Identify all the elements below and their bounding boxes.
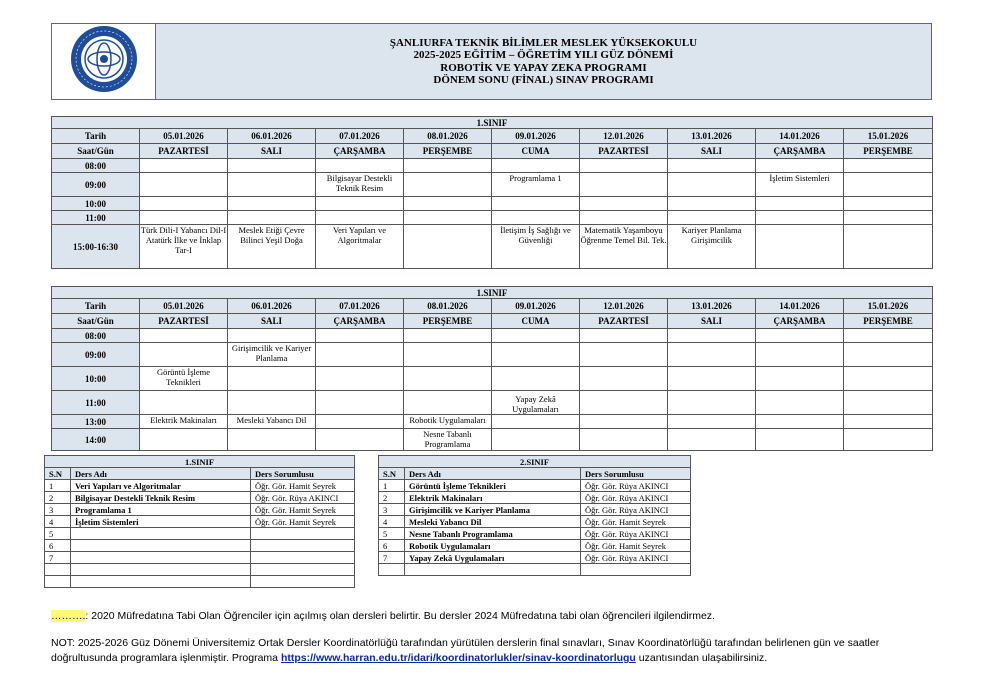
table-row bbox=[379, 504, 691, 516]
time-row bbox=[52, 415, 933, 429]
date-cell: 06.01.2026 bbox=[228, 129, 316, 144]
sn-cell: 1 bbox=[379, 480, 405, 492]
sn-cell: 6 bbox=[379, 540, 405, 552]
course-cell: İşletim Sistemleri bbox=[71, 516, 251, 528]
lecturer-cell bbox=[251, 528, 355, 540]
time-label: 10:00 bbox=[52, 367, 140, 391]
course-cell: Nesne Tabanlı Programlama bbox=[405, 528, 581, 540]
day-cell: ÇARŞAMBA bbox=[756, 144, 844, 159]
exam-cell: Kariyer Planlama Girişimcilik bbox=[668, 225, 756, 269]
general-note bbox=[51, 636, 951, 666]
sn-cell: 7 bbox=[45, 552, 71, 564]
lecturer-table-2 bbox=[378, 455, 691, 576]
tarih-label: Tarih bbox=[52, 299, 140, 314]
exam-cell: Görüntü İşleme Teknikleri bbox=[140, 367, 228, 391]
tarih-label: Tarih bbox=[52, 129, 140, 144]
time-label: 08:00 bbox=[52, 329, 140, 343]
title-year: 2025-2025 EĞİTİM – ÖĞRETİM YILI GÜZ DÖNEMİ bbox=[413, 49, 674, 61]
day-cell: PERŞEMBE bbox=[844, 314, 933, 329]
date-cell: 08.01.2026 bbox=[404, 129, 492, 144]
date-cell: 12.01.2026 bbox=[580, 299, 668, 314]
sn-cell: 5 bbox=[379, 528, 405, 540]
document-header bbox=[51, 23, 932, 100]
time-row bbox=[52, 211, 933, 225]
time-row bbox=[52, 173, 933, 197]
sn-cell: 4 bbox=[45, 516, 71, 528]
class-title: 1.SINIF bbox=[52, 287, 933, 299]
exam-cell: Bilgisayar Destekli Teknik Resim bbox=[316, 173, 404, 197]
exam-cell: Elektrik Makinaları bbox=[140, 415, 228, 429]
time-row bbox=[52, 391, 933, 415]
time-label: 15:00-16:30 bbox=[52, 225, 140, 269]
lecturer-cell: Öğr. Gör. Rüya AKINCI bbox=[581, 480, 691, 492]
day-cell: ÇARŞAMBA bbox=[316, 314, 404, 329]
note-text-1: NOT: 2025-2026 Güz Dönemi Üniversitemiz Ortak Dersler Koordinatörlüğü tarafından yürütülen derslerin final sınavları, Sınav Koordinatörlüğü tarafından belirlenen gün ve saatler bbox=[51, 637, 880, 649]
time-row bbox=[52, 367, 933, 391]
table-row bbox=[379, 528, 691, 540]
col-ders: Ders Adı bbox=[71, 468, 251, 480]
day-cell: ÇARŞAMBA bbox=[316, 144, 404, 159]
date-cell: 14.01.2026 bbox=[756, 299, 844, 314]
sn-cell: 6 bbox=[45, 540, 71, 552]
university-logo bbox=[52, 24, 156, 100]
saatgun-label: Saat/Gün bbox=[52, 144, 140, 159]
time-label: 09:00 bbox=[52, 173, 140, 197]
time-row bbox=[52, 159, 933, 173]
exam-cell: Yapay Zekâ Uygulamaları bbox=[492, 391, 580, 415]
lecturer-cell: Öğr. Gör. Hamit Seyrek bbox=[581, 516, 691, 528]
day-cell: PAZARTESİ bbox=[580, 144, 668, 159]
time-label: 08:00 bbox=[52, 159, 140, 173]
date-cell: 08.01.2026 bbox=[404, 299, 492, 314]
time-row bbox=[52, 329, 933, 343]
class-title: 1.SINIF bbox=[52, 117, 933, 129]
date-row bbox=[52, 299, 933, 314]
col-sn: S.N bbox=[379, 468, 405, 480]
date-cell: 15.01.2026 bbox=[844, 299, 933, 314]
exam-schedule-table-2 bbox=[51, 286, 933, 451]
exam-cell: Mesleki Yabancı Dil bbox=[228, 415, 316, 429]
day-cell: SALI bbox=[228, 314, 316, 329]
day-row bbox=[52, 144, 933, 159]
course-cell bbox=[71, 528, 251, 540]
course-cell: Veri Yapıları ve Algoritmalar bbox=[71, 480, 251, 492]
table-row bbox=[379, 516, 691, 528]
sn-cell: 2 bbox=[45, 492, 71, 504]
title-exam: DÖNEM SONU (FİNAL) SINAV PROGRAMI bbox=[433, 74, 654, 86]
time-label: 14:00 bbox=[52, 429, 140, 451]
table-row bbox=[379, 540, 691, 552]
lecturer-cell bbox=[251, 552, 355, 564]
table-row bbox=[379, 480, 691, 492]
time-row bbox=[52, 197, 933, 211]
highlight-swatch: ………. bbox=[51, 610, 86, 622]
table-row bbox=[45, 552, 355, 564]
col-sn: S.N bbox=[45, 468, 71, 480]
date-row bbox=[52, 129, 933, 144]
time-label: 09:00 bbox=[52, 343, 140, 367]
day-cell: PAZARTESİ bbox=[140, 144, 228, 159]
table-row bbox=[45, 504, 355, 516]
course-cell: Görüntü İşleme Teknikleri bbox=[405, 480, 581, 492]
course-cell: Girişimcilik ve Kariyer Planlama bbox=[405, 504, 581, 516]
date-cell: 14.01.2026 bbox=[756, 129, 844, 144]
date-cell: 07.01.2026 bbox=[316, 299, 404, 314]
saatgun-label: Saat/Gün bbox=[52, 314, 140, 329]
legend-text: : 2020 Müfredatına Tabi Olan Öğrenciler için açılmış olan dersleri belirtir. Bu dersler 2024 Müfredatına tabi olan öğrencileri ilgilendirmez. bbox=[85, 610, 715, 622]
day-row bbox=[52, 314, 933, 329]
course-cell: Yapay Zekâ Uygulamaları bbox=[405, 552, 581, 564]
col-sorumlu: Ders Sorumlusu bbox=[581, 468, 691, 480]
date-cell: 13.01.2026 bbox=[668, 129, 756, 144]
table-row bbox=[45, 564, 355, 576]
title-program: ROBOTİK VE YAPAY ZEKA PROGRAMI bbox=[440, 61, 647, 74]
course-cell: Mesleki Yabancı Dil bbox=[405, 516, 581, 528]
lecturer-cell: Öğr. Gör. Hamit Seyrek bbox=[581, 540, 691, 552]
day-cell: PAZARTESİ bbox=[140, 314, 228, 329]
exam-cell: Türk Dili-I Yabancı Dil-I Atatürk İlke ve İnklap Tar-I bbox=[140, 225, 228, 269]
sn-cell: 5 bbox=[45, 528, 71, 540]
time-label: 13:00 bbox=[52, 415, 140, 429]
note-text-3: uzantısından ulaşabilirsiniz. bbox=[635, 652, 768, 664]
sn-cell: 1 bbox=[45, 480, 71, 492]
sn-cell: 4 bbox=[379, 516, 405, 528]
exam-schedule-table-1 bbox=[51, 116, 933, 269]
course-cell: Programlama 1 bbox=[71, 504, 251, 516]
exam-cell: Veri Yapıları ve Algoritmalar bbox=[316, 225, 404, 269]
day-cell: CUMA bbox=[492, 144, 580, 159]
lecturer-cell: Öğr. Gör. Rüya AKINCI bbox=[581, 552, 691, 564]
date-cell: 06.01.2026 bbox=[228, 299, 316, 314]
table-row bbox=[45, 540, 355, 552]
harran-university-seal-icon bbox=[69, 24, 139, 94]
exam-cell: Girişimcilik ve Kariyer Planlama bbox=[228, 343, 316, 367]
exam-cell: Nesne Tabanlı Programlama bbox=[404, 429, 492, 451]
table-row bbox=[45, 576, 355, 588]
note-text-2: doğrultusunda programlara işlenmiştir. Programa bbox=[51, 652, 281, 664]
lecturer-cell: Öğr. Gör. Rüya AKINCI bbox=[581, 492, 691, 504]
table-row bbox=[45, 492, 355, 504]
sn-cell: 3 bbox=[379, 504, 405, 516]
day-cell: PAZARTESİ bbox=[580, 314, 668, 329]
course-cell bbox=[71, 552, 251, 564]
col-sorumlu: Ders Sorumlusu bbox=[251, 468, 355, 480]
lecturer-cell: Öğr. Gör. Hamit Seyrek bbox=[251, 480, 355, 492]
day-cell: CUMA bbox=[492, 314, 580, 329]
class-title: 1.SINIF bbox=[45, 456, 355, 468]
table-row bbox=[45, 516, 355, 528]
lecturer-cell: Öğr. Gör. Hamit Seyrek bbox=[251, 504, 355, 516]
lecturer-cell bbox=[251, 540, 355, 552]
time-label: 10:00 bbox=[52, 197, 140, 211]
time-label: 11:00 bbox=[52, 391, 140, 415]
table-row bbox=[379, 564, 691, 576]
date-cell: 05.01.2026 bbox=[140, 129, 228, 144]
time-label: 11:00 bbox=[52, 211, 140, 225]
lecturer-cell: Öğr. Gör. Hamit Seyrek bbox=[251, 516, 355, 528]
day-cell: SALI bbox=[668, 144, 756, 159]
course-cell: Elektrik Makinaları bbox=[405, 492, 581, 504]
table-row bbox=[45, 528, 355, 540]
day-cell: PERŞEMBE bbox=[844, 144, 933, 159]
col-ders: Ders Adı bbox=[405, 468, 581, 480]
class-title: 2.SINIF bbox=[379, 456, 691, 468]
date-cell: 15.01.2026 bbox=[844, 129, 933, 144]
lecturer-cell: Öğr. Gör. Rüya AKINCI bbox=[251, 492, 355, 504]
exam-cell: İletişim İş Sağlığı ve Güvenliği bbox=[492, 225, 580, 269]
exam-cell: Matematik Yaşamboyu Öğrenme Temel Bil. Tek. bbox=[580, 225, 668, 269]
table-row bbox=[45, 480, 355, 492]
sn-cell: 3 bbox=[45, 504, 71, 516]
course-cell: Robotik Uygulamaları bbox=[405, 540, 581, 552]
course-cell bbox=[71, 540, 251, 552]
exam-cell: Robotik Uygulamaları bbox=[404, 415, 492, 429]
day-cell: PERŞEMBE bbox=[404, 314, 492, 329]
lecturer-cell: Öğr. Gör. Rüya AKINCI bbox=[581, 504, 691, 516]
sn-cell: 2 bbox=[379, 492, 405, 504]
day-cell: SALI bbox=[228, 144, 316, 159]
date-cell: 07.01.2026 bbox=[316, 129, 404, 144]
day-cell: PERŞEMBE bbox=[404, 144, 492, 159]
course-cell: Bilgisayar Destekli Teknik Resim bbox=[71, 492, 251, 504]
time-row bbox=[52, 225, 933, 269]
exam-cell: Meslek Etiği Çevre Bilinci Yeşil Doğa bbox=[228, 225, 316, 269]
lecturer-table-1 bbox=[44, 455, 355, 588]
time-row bbox=[52, 343, 933, 367]
time-row bbox=[52, 429, 933, 451]
exam-cell: Programlama 1 bbox=[492, 173, 580, 197]
sn-cell: 7 bbox=[379, 552, 405, 564]
exam-cell: İşletim Sistemleri bbox=[756, 173, 844, 197]
day-cell: SALI bbox=[668, 314, 756, 329]
document-title bbox=[156, 24, 932, 100]
date-cell: 09.01.2026 bbox=[492, 129, 580, 144]
date-cell: 13.01.2026 bbox=[668, 299, 756, 314]
legend-note bbox=[51, 610, 951, 622]
day-cell: ÇARŞAMBA bbox=[756, 314, 844, 329]
table-row bbox=[379, 492, 691, 504]
lecturer-cell: Öğr. Gör. Rüya AKINCI bbox=[581, 528, 691, 540]
table-row bbox=[379, 552, 691, 564]
date-cell: 09.01.2026 bbox=[492, 299, 580, 314]
date-cell: 05.01.2026 bbox=[140, 299, 228, 314]
title-school: ŞANLIURFA TEKNİK BİLİMLER MESLEK YÜKSEKOKULU bbox=[389, 36, 698, 49]
exam-coordination-link[interactable]: https://www.harran.edu.tr/idari/koordinatorlukler/sinav-koordinatorlugu bbox=[280, 652, 636, 664]
date-cell: 12.01.2026 bbox=[580, 129, 668, 144]
